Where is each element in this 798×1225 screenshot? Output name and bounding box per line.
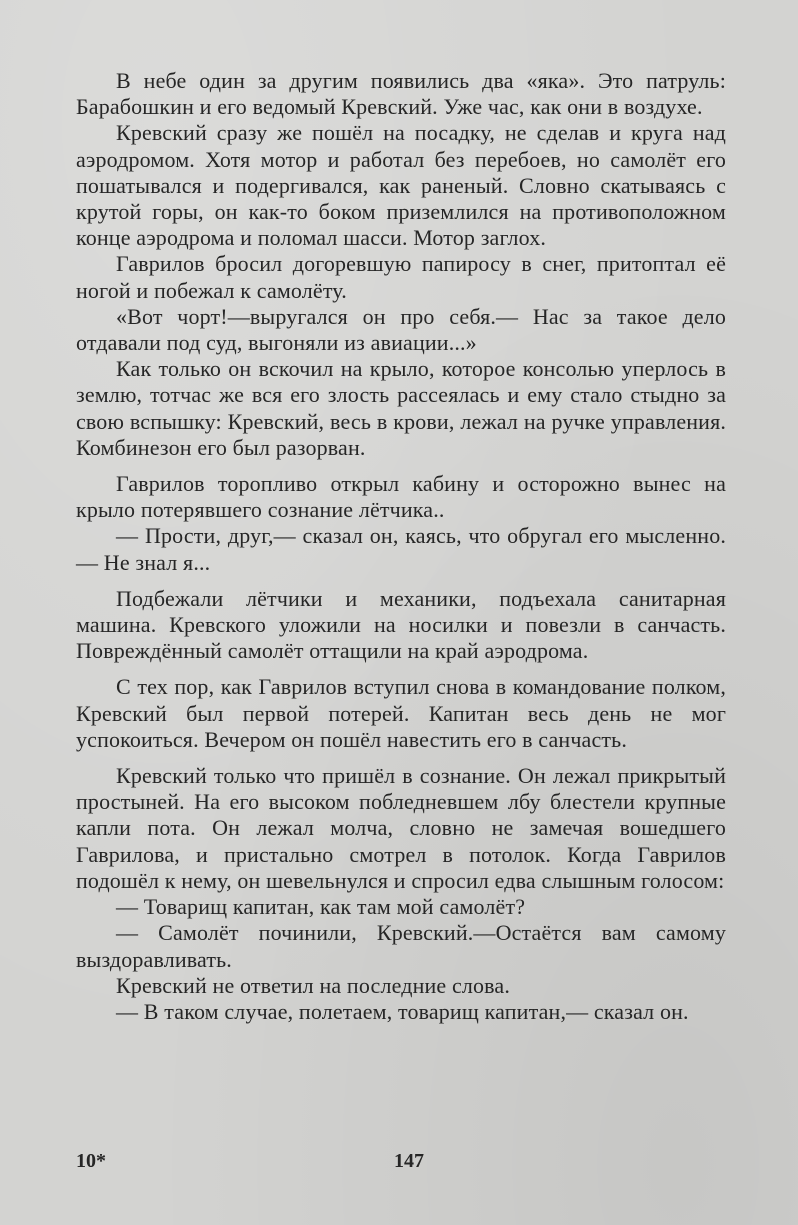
paragraph: — В таком случае, полетаем, товарищ капитан,— сказал он. [116, 998, 689, 1024]
paragraph: «Вот чорт!—выругался он про себя.— Нас за такое дело отдавали под суд, выгоняли из авиации...» [76, 303, 726, 356]
paragraph: Кревский сразу же пошёл на посадку, не сделав и круга над аэродромом. Хотя мотор и работал без перебоев, но самолёт его пошатывался и подергивался, как раненый. Словно скатываясь с крутой горы, он как-то боком приземлился на противоположном конце аэродрома и поломал шасси. Мотор заглох. [76, 120, 726, 251]
signature-mark: 10* [76, 1150, 106, 1172]
paragraph: Гаврилов торопливо открыл кабину и осторожно вынес на крыло потерявшего сознание лётчика.. [76, 471, 726, 523]
paragraph: Подбежали лётчики и механики, подъехала санитарная машина. Кревского уложили на носилки и повезли в санчасть. Повреждённый самолёт оттащили на край аэродрома. [76, 585, 726, 664]
paragraph: — Прости, друг,— сказал он, каясь, что обругал его мысленно.— Не знал я... [76, 523, 726, 575]
paragraph: — Самолёт починили, Кревский.—Остаётся вам самому выздоравливать. [76, 920, 726, 972]
paragraph: Гаврилов бросил догоревшую папиросу в снег, притоптал её ногой и побежал к самолёту. [76, 251, 726, 303]
paragraph: Кревский только что пришёл в сознание. Он лежал прикрытый простыней. На его высоком побледневшем лбу блестели крупные капли пота. Он лежал молча, словно не замечая вошедшего Гаврилова, и пристально смотрел в потолок. Когда Гаврилов подошёл к нему, он шевельнулся и спросил едва слышным голосом: [76, 763, 726, 893]
page-number: 147 [394, 1150, 424, 1172]
page-footer [76, 1150, 726, 1176]
paragraph: — Товарищ капитан, как там мой самолёт? [116, 894, 526, 920]
paragraph: С тех пор, как Гаврилов вступил снова в командование полком, Кревский был первой потерей. Капитан весь день не мог успокоиться. Вечером он пошёл навестить его в санчасть. [76, 674, 726, 752]
paragraph: Как только он вскочил на крыло, которое консолью уперлось в землю, тотчас же вся его злость рассеялась и ему стало стыдно за свою вспышку: Кревский, весь в крови, лежал на ручке управления. Комбинезон его был разорван. [76, 356, 726, 460]
paragraph: В небе один за другим появились два «яка». Это патруль: Барабошкин и его ведомый Кревский. Уже час, как они в воздухе. [76, 68, 726, 120]
body-text [76, 68, 726, 1025]
paragraph: Кревский не ответил на последние слова. [116, 972, 510, 998]
